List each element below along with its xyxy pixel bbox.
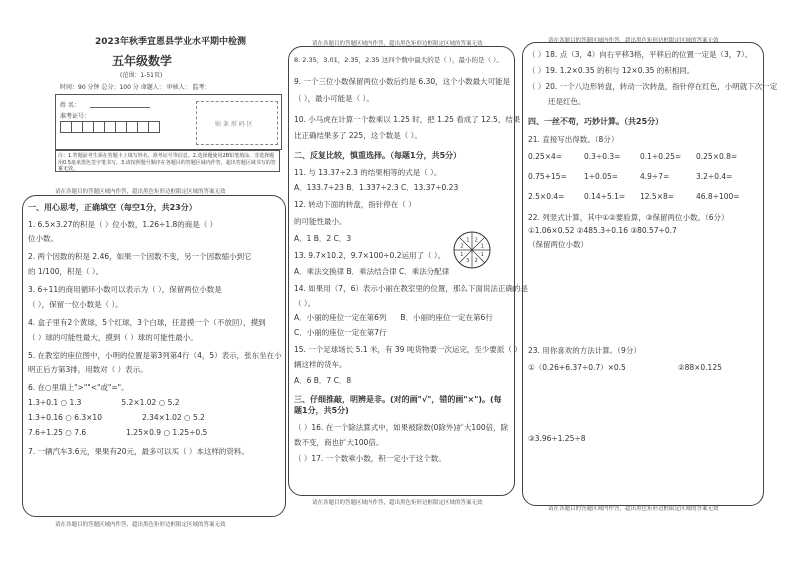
q7-text: 7. 一辆汽车3.6元，果果有20元，最多可以买（ ）本这样的资料。 <box>28 446 249 456</box>
q23-text: 23. 用你喜欢的方法计算。（9分） <box>528 346 641 356</box>
calc-item[interactable]: 2.5×0.4= <box>528 191 565 201</box>
section2-heading: 二、反复比较，慎重选择。（每题1分，共5分） <box>294 150 462 160</box>
spinner-sector-label: 2 <box>460 243 464 250</box>
q4-text-a: 4. 盒子里有2个黄球，5个红球，3个白球，任意摸一个（不放回），摸到 <box>28 317 266 327</box>
q6-row3 <box>28 428 278 439</box>
q22-text-a: 22. 列竖式计算，其中①②要验算，③保留两位小数。（6分） <box>528 212 729 222</box>
calc-item[interactable]: 1÷0.05= <box>584 171 619 181</box>
q15-text-b: 辆这样的货车。 <box>294 360 347 370</box>
q8-text: 8. 2.3̇5̇，3.01̇，2.3̇5̇，2.35̇ 这四个数中最大的是（ ），最小的是（ ）。 <box>294 56 503 64</box>
q16-text-a: （ ）16. 在一个除法算式中，如果被除数(0除外)扩大100倍，除 <box>294 422 509 432</box>
q19-text: （ ）19. 1.2×0.35 的积与 12×0.35 的积相同。 <box>528 65 695 75</box>
spinner-sector-label: 2 <box>474 237 478 244</box>
q12-options[interactable]: A．1 B．2 C．3 <box>294 234 352 244</box>
q1-text-b: 位小数。 <box>28 234 58 244</box>
spinner-sector-label: 1 <box>466 237 470 244</box>
name-line[interactable] <box>90 107 150 108</box>
calc-item[interactable]: 0.1÷0.25= <box>640 151 682 161</box>
q17-text: （ ）17. 一个数乘小数，积一定小于这个数。 <box>294 453 446 463</box>
calc-item[interactable]: 0.75+15= <box>528 171 567 181</box>
col3-content <box>528 50 778 445</box>
section1-heading: 一、用心思考，正确填空（每空1分，共23分） <box>28 203 197 212</box>
spinner-sector-label: 3 <box>466 258 470 264</box>
q20-text-b: 还是红色。 <box>548 96 586 106</box>
name-label: 姓 名： <box>60 102 80 109</box>
answer-area-instruction-col2-bottom: 请在各题目的答题区域内作答，超出黑色矩形边框限定区域的答案无效 <box>312 500 483 506</box>
q2-text-b: 的 1/100，积是（ ）。 <box>28 267 104 277</box>
calc-item[interactable]: 0.25×4= <box>528 151 563 161</box>
q13-text: 13. 9.7×10.2，9.7×100÷0.2运用了（ ）。 <box>294 250 446 260</box>
q20-text-a: （ ）20. 一个八边形转盘，转动一次转盘，指针停在红色，小明就下次一定 <box>528 81 778 91</box>
q4-text-b: （ ）球的可能性最大，摸到（ ）球的可能性最小。 <box>28 332 198 342</box>
q14-options-row <box>294 313 509 324</box>
q5-text-a: 5. 在教室的座位图中，小明的位置是第3列第4行（4，5）表示，张东坐在小 <box>28 350 282 360</box>
q11-options[interactable]: A．133.7÷23 B．1.337÷2.3 C．13.37÷0.23 <box>294 183 459 193</box>
spinner-sector-label: 1 <box>480 252 484 258</box>
section4-heading: 四、一丝不苟，巧妙计算。（共25分） <box>528 116 664 126</box>
answer-area-instruction-col2-top: 请在各题目的答题区域内作答，超出黑色矩形边框限定区域的答案无效 <box>312 41 483 47</box>
barcode-area <box>196 101 278 145</box>
calc-item[interactable]: 4.9÷7= <box>640 171 670 181</box>
student-info-box <box>55 94 282 150</box>
section3-heading: 三、仔细推敲，明辨是非。(对的画"√"，错的画"×")。(每题1分，共5分) <box>294 394 502 416</box>
calc-item[interactable]: 0.25×0.8= <box>696 151 738 161</box>
q14-text-b: （ ）。 <box>294 298 316 308</box>
calc-item[interactable]: 3.2÷0.4= <box>696 171 733 181</box>
q6-row2 <box>28 413 278 424</box>
q16-text-b: 数不变，商也扩大100倍。 <box>294 437 384 447</box>
q14-option-a[interactable]: A．小丽的座位一定在第6列 <box>294 313 387 323</box>
q14-text-a: 14. 如果用（7，6）表示小丽在教室里的位置，那么下面说法正确的是 <box>294 283 528 293</box>
range-text: (范围：1-51页) <box>120 72 163 79</box>
q12-text-a: 12. 转动下面的转盘，指针停在（ ） <box>294 200 416 210</box>
calc-item[interactable]: 0.3÷0.3= <box>584 151 621 161</box>
barcode-label: 贴 条 形 码 区 <box>215 121 253 128</box>
q6-row1 <box>28 398 278 409</box>
cmp-1[interactable]: 1.3÷0.1 ○ 1.3 <box>28 398 82 408</box>
q14-option-c[interactable]: C．小丽的座位一定在第7行 <box>294 328 387 338</box>
cmp-6[interactable]: 1.25×0.9 ○ 1.25÷0.5 <box>126 427 208 437</box>
cmp-5[interactable]: 7.6÷1.25 ○ 7.6 <box>28 427 87 437</box>
q23-part-a: ①（0.26+6.37÷0.7）×0.5 <box>528 363 626 373</box>
cmp-4[interactable]: 2.34×1.02 ○ 5.2 <box>141 413 205 423</box>
calc-grid <box>528 152 760 203</box>
answer-area-instruction-col3-bottom: 请在各题目的答题区域内作答，超出黑色矩形边框限定区域的答案无效 <box>548 506 719 512</box>
q15-text-a: 15. 一个足球场长 5.1 米，有 39 吨货物要一次运完，至少要派（ ） <box>294 345 522 355</box>
calc-item[interactable]: 46.8÷100= <box>696 191 740 201</box>
spinner-sector-label: 2 <box>474 258 478 264</box>
q5-text-b: 明正后方第3排，用数对（ ）表示。 <box>28 365 148 375</box>
q10-text-b: 比正确结果多了 225，这个数是（ ）。 <box>294 131 422 141</box>
q21-text: 21. 直接写出得数。（8分） <box>528 135 619 145</box>
col1-content <box>28 202 282 458</box>
id-grid[interactable] <box>60 121 160 133</box>
q9-text-b: （ ），最小可能是（ ）。 <box>294 94 374 104</box>
q23-row <box>528 363 760 374</box>
q3-text-b: （ ），保留一位小数是（ ）。 <box>28 299 123 309</box>
q18-text: （ ）18. 点（3，4）向右平移3格，平移后的位置一定是（3，7）。 <box>528 50 753 59</box>
q2-text-a: 2. 两个因数的积是 2.46，如果一个因数不变，另一个因数缩小到它 <box>28 252 252 262</box>
calc-item[interactable]: 0.14÷5.1= <box>584 191 626 201</box>
spinner-wheel <box>452 230 492 270</box>
q9-text-a: 9. 一个三位小数保留两位小数后约是 6.30，这个小数最大可能是 <box>294 77 511 87</box>
q10-text-a: 10. 小马虎在计算一个数乘以 1.25 时，把 1.25 看成了 12.5，结果 <box>294 115 521 125</box>
q11-text: 11. 与 13.37÷2.3 的结果相等的式是（ ）。 <box>294 167 442 177</box>
spinner-sector-label: 1 <box>480 243 484 250</box>
spinner-sector-label: 1 <box>460 252 464 258</box>
q1-text-a: 1. 6.5×3.27的积是（ ）位小数，1.26÷1.8的商是（ ） <box>28 219 218 229</box>
id-label: 准考证号： <box>60 113 91 120</box>
cmp-3[interactable]: 1.3÷0.16 ○ 6.3×10 <box>28 413 102 423</box>
cmp-2[interactable]: 5.2×1.02 ○ 5.2 <box>121 398 180 408</box>
q14-option-b[interactable]: B．小丽的座位一定在第6行 <box>400 313 493 323</box>
exam-meta: 时间：90 分钟 总分：100 分 命题人： 审核人： 监考： <box>60 84 211 91</box>
subject-title: 五年级数学 <box>112 54 173 68</box>
exam-title: 2023年秋季宣恩县学业水平期中检测 <box>95 37 247 47</box>
q12-text-b: 的可能性最小。 <box>294 217 347 227</box>
q3-text-a: 3. 6÷11的商用循环小数可以表示为（ ），保留两位小数是 <box>28 285 222 295</box>
exam-notice: 注：1.答题前考生须在答题卡上填写姓名、准考证号等信息。2.选择题使用2B铅笔填涂，非选择题用0.5毫米黑色签字笔书写。3.请按照题号顺序在各题目的答题区域内作答，超出答题区域书写的答案无效。 <box>55 150 280 172</box>
q13-options[interactable]: A．乘法交换律 B．乘法结合律 C．乘法分配律 <box>294 266 450 276</box>
q6-text: 6. 在○里填上">""<"或"="。 <box>28 383 129 393</box>
q23-part-c: ③3.96÷1.25÷8 <box>528 433 586 443</box>
q22-text-b: ①1.06×0.52 ②485.3÷0.16 ③80.57÷0.7 <box>528 226 677 236</box>
answer-area-instruction-bottom-1: 请在各题目的答题区域内作答，超出黑色矩形边框限定区域的答案无效 <box>55 522 226 528</box>
answer-area-instruction-col3-top: 请在各题目的答题区域内作答，超出黑色矩形边框限定区域的答案无效 <box>548 38 719 44</box>
calc-item[interactable]: 12.5×8= <box>640 191 675 201</box>
q23-part-b: ②88×0.125 <box>677 363 722 373</box>
q15-options[interactable]: A．6 B．7 C．8 <box>294 375 352 385</box>
answer-area-instruction-top: 请在各题目的答题区域内作答，超出黑色矩形边框限定区域的答案无效 <box>55 189 226 195</box>
q22-text-c: （保留两位小数） <box>528 240 588 250</box>
